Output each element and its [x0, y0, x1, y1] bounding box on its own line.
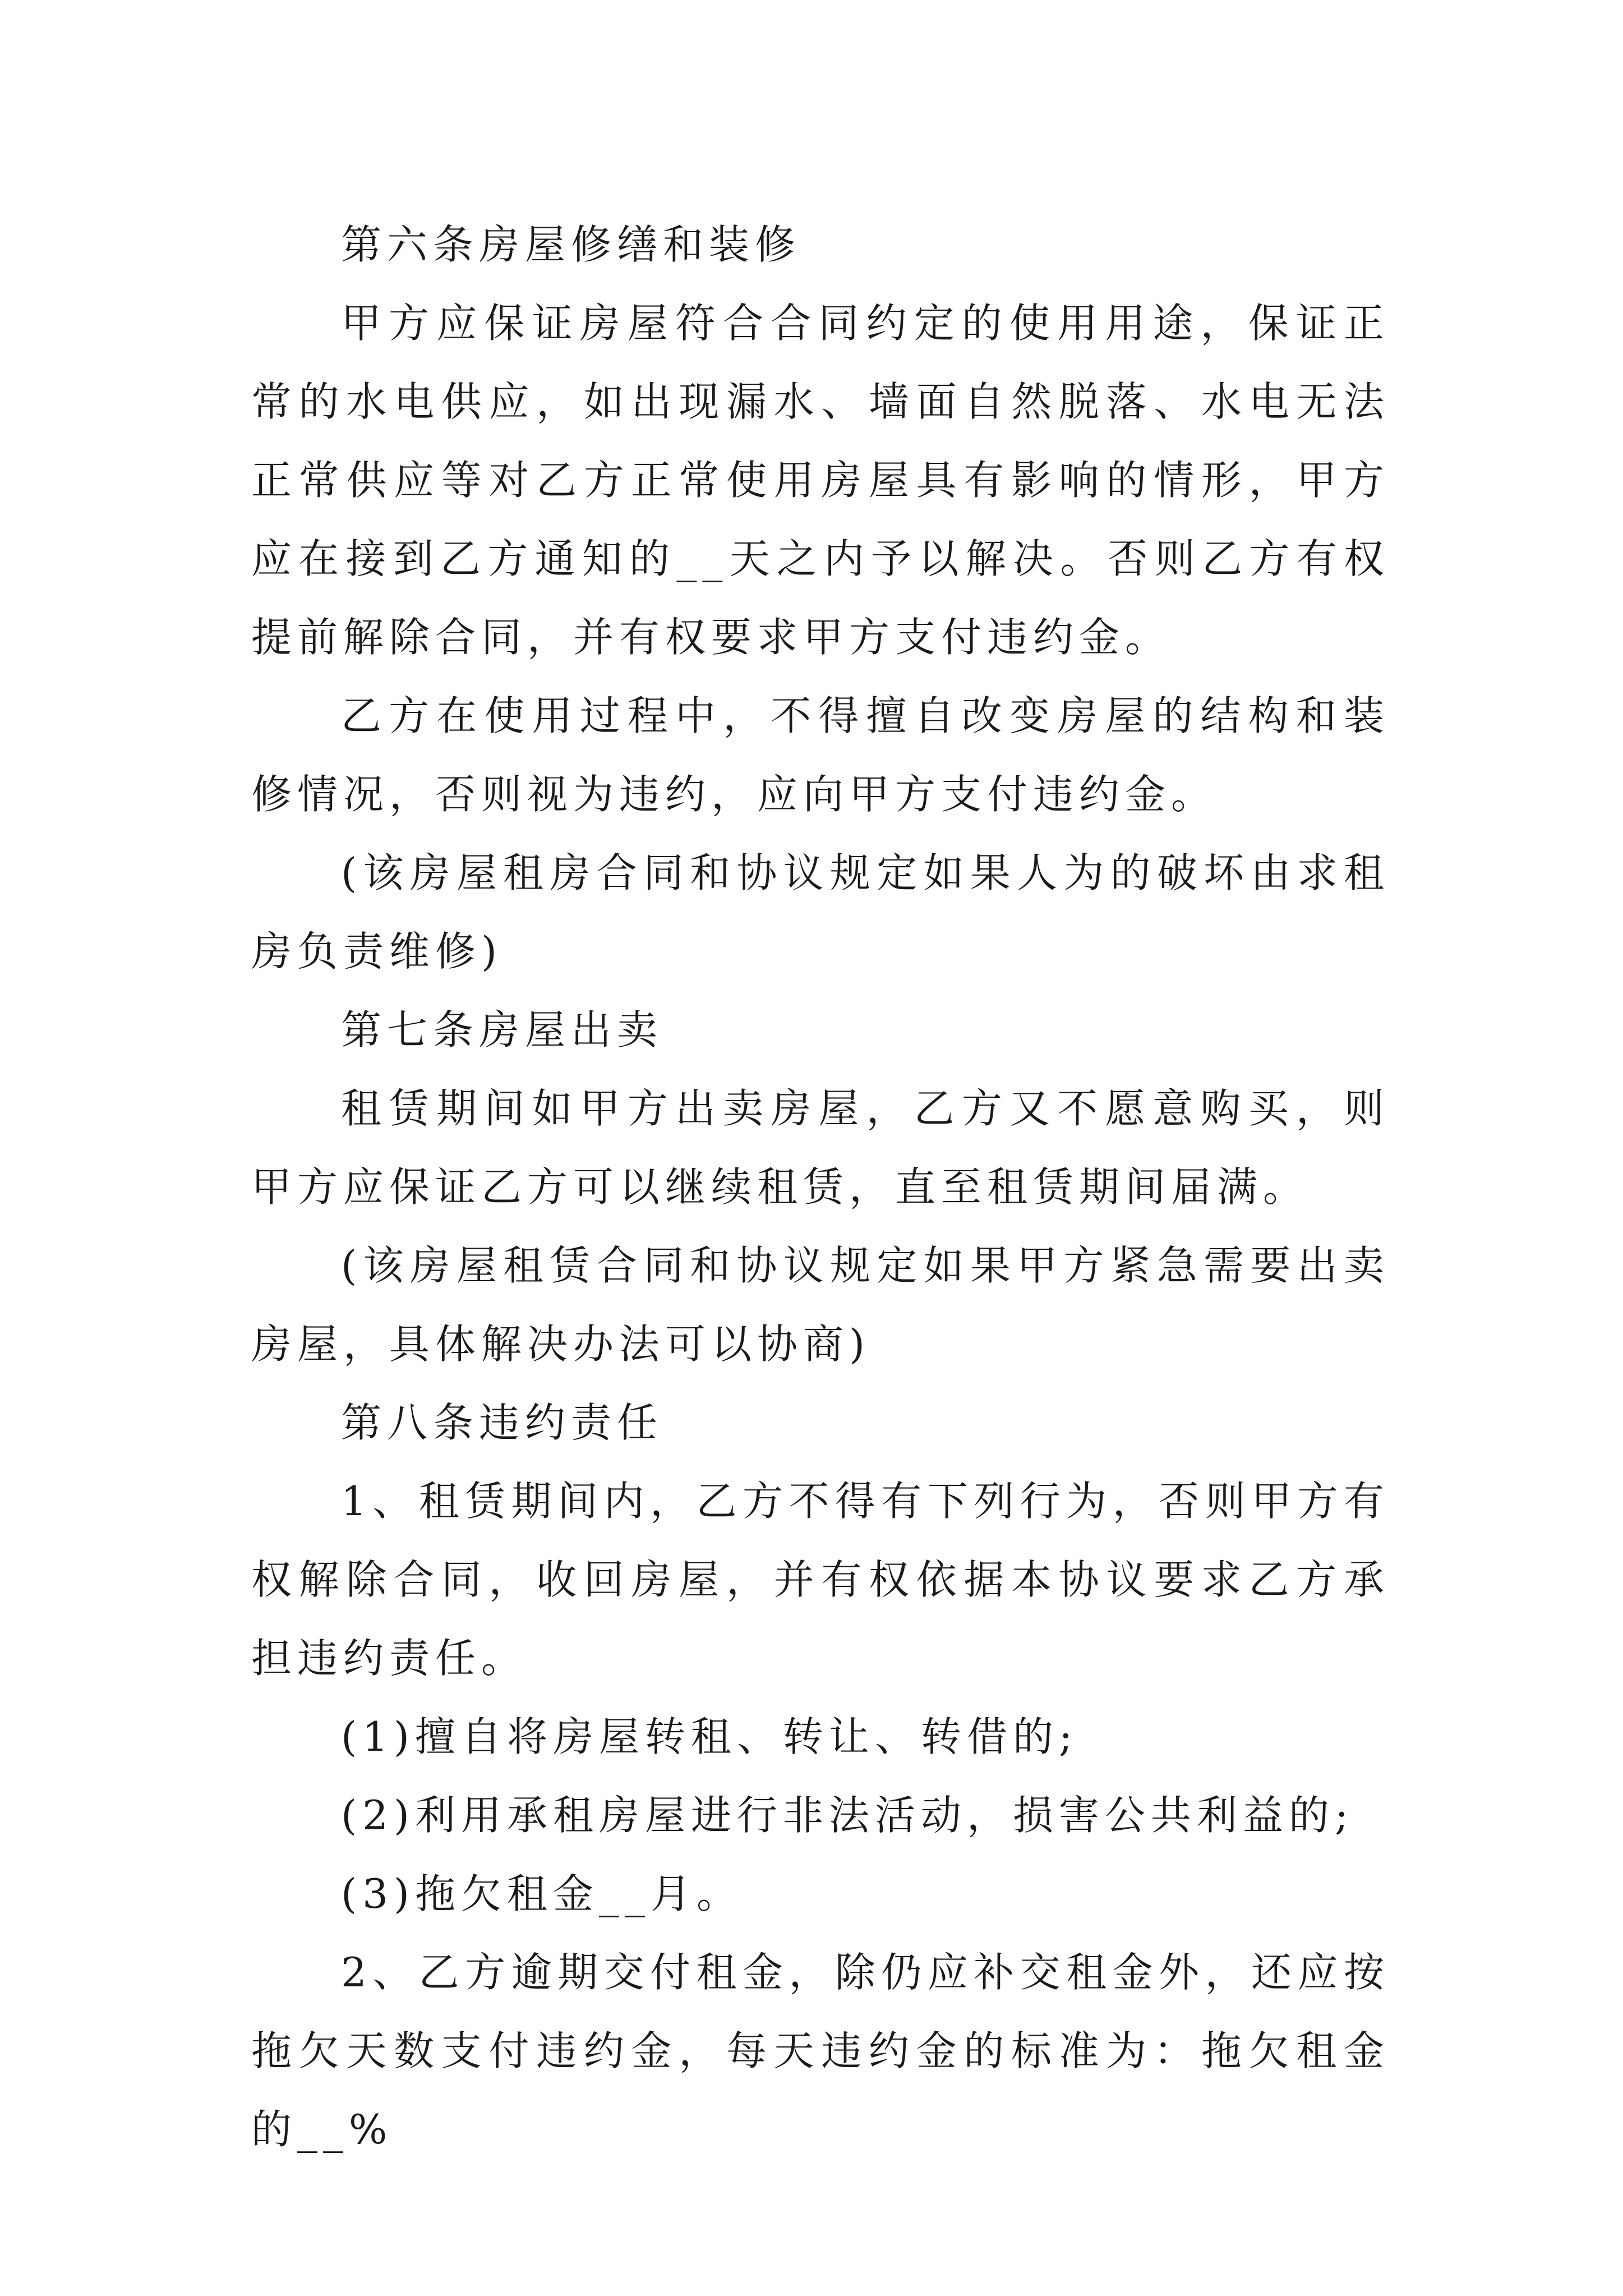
document-body: [251, 205, 1390, 2169]
clause-2: 2、乙方逾期交付租金，除仍应补交租金外，还应按拖欠天数支付违约金，每天违约金的标准为：拖欠租金的__%: [251, 1949, 1390, 2153]
paragraph: 乙方在使用过程中，不得擅自改变房屋的结构和装修情况，否则视为违约，应向甲方支付违约金。: [251, 692, 1390, 818]
paragraph: 租赁期间如甲方出卖房屋，乙方又不愿意购买，则甲方应保证乙方可以继续租赁，直至租赁期间届满。: [251, 1085, 1390, 1211]
article-6-heading: 第六条房屋修缮和装修: [341, 221, 801, 268]
clause-1: 1、租赁期间内，乙方不得有下列行为，否则甲方有权解除合同，收回房屋，并有权依据本协议要求乙方承担违约责任。: [251, 1478, 1390, 1682]
list-item: (3)拖欠租金__月。: [341, 1870, 743, 1917]
list-item: (1)擅自将房屋转租、转让、转借的;: [341, 1713, 1078, 1760]
list-item: (2)利用承租房屋进行非法活动，损害公共利益的;: [341, 1792, 1354, 1839]
article-8-heading: 第八条违约责任: [341, 1399, 663, 1446]
note-paragraph: (该房屋租房合同和协议规定如果人为的破坏由求租房负责维修): [251, 849, 1390, 975]
note-paragraph: (该房屋租赁合同和协议规定如果甲方紧急需要出卖房屋，具体解决办法可以协商): [251, 1242, 1390, 1368]
paragraph: 甲方应保证房屋符合合同约定的使用用途，保证正常的水电供应，如出现漏水、墙面自然脱落、水电无法正常供应等对乙方正常使用房屋具有影响的情形，甲方应在接到乙方通知的__天之内予以解决。否则乙方有权提前解除合同，并有权要求甲方支付违约金。: [251, 300, 1390, 661]
article-7-heading: 第七条房屋出卖: [341, 1006, 663, 1053]
